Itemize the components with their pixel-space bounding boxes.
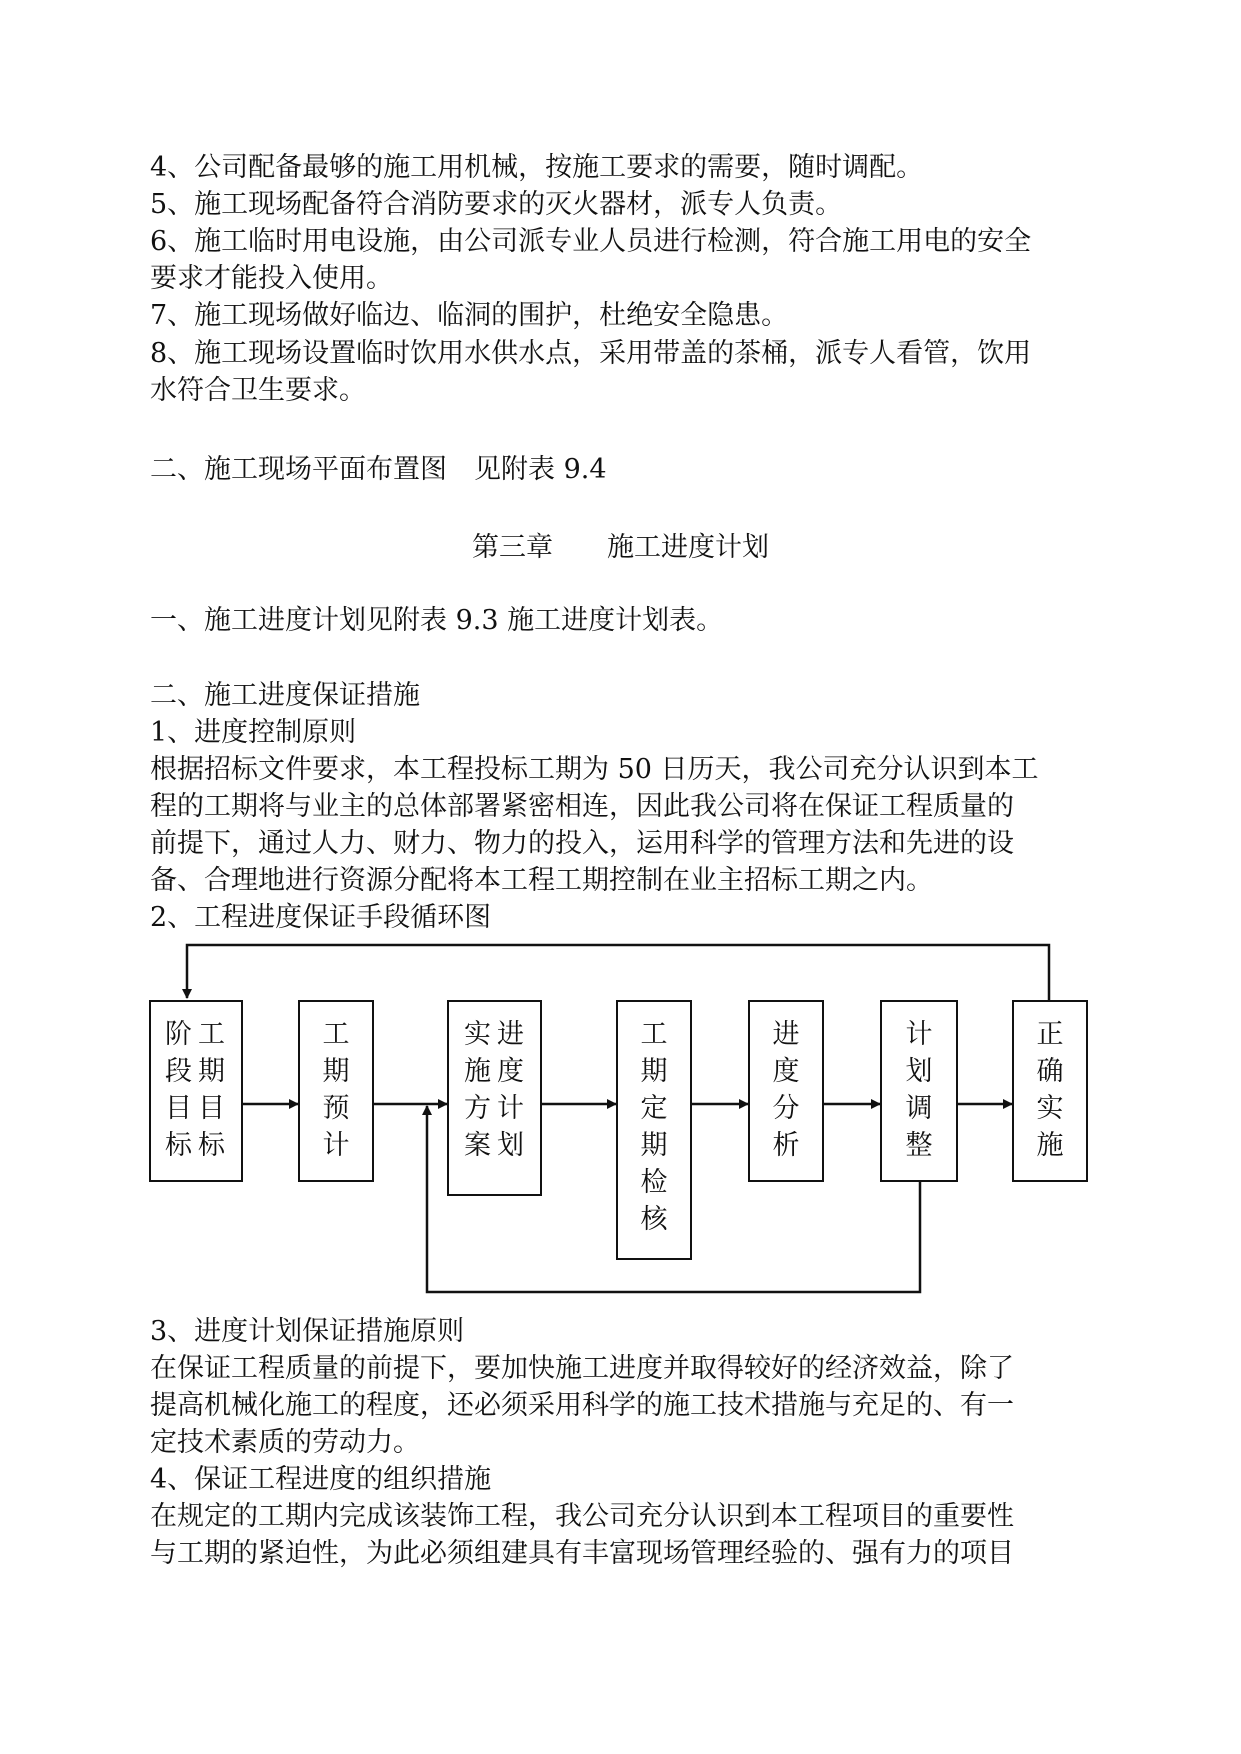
box-progress-analysis-row: 度 (772, 1056, 800, 1087)
box-stage-target (149, 1000, 243, 1182)
box-duration-estimate-row: 工 (322, 1019, 350, 1050)
box-progress-analysis-row: 进 (772, 1019, 800, 1050)
box-periodic-check-row: 定 (640, 1093, 668, 1124)
subsection-3-line1: 在保证工程质量的前提下，要加快施工进度并取得较好的经济效益，除了 (150, 1353, 1014, 1384)
box-implementation-plan-row: 案划 (464, 1130, 530, 1161)
paragraph-5: 5、施工现场配备符合消防要求的灭火器材，派专人负责。 (150, 189, 843, 220)
chapter-title: 第三章 施工进度计划 (472, 532, 769, 563)
paragraph-4: 4、公司配备最够的施工用机械，按施工要求的需要，随时调配。 (150, 152, 924, 183)
subsection-3-heading: 3、进度计划保证措施原则 (150, 1316, 465, 1347)
box-implementation-plan-row: 实进 (464, 1019, 530, 1050)
subsection-3-line2: 提高机械化施工的程度，还必须采用科学的施工技术措施与充足的、有一 (150, 1390, 1014, 1421)
box-correct-implementation-row: 确 (1036, 1056, 1064, 1087)
section-layout-heading: 二、施工现场平面布置图 见附表 9.4 (150, 454, 607, 485)
box-periodic-check-row: 期 (640, 1056, 668, 1087)
subsection-1-line4: 备、合理地进行资源分配将本工程工期控制在业主招标工期之内。 (150, 865, 933, 896)
subsection-1-heading: 1、进度控制原则 (150, 717, 357, 748)
box-plan-adjust (880, 1000, 958, 1182)
feedback-loop-top (187, 945, 1049, 1000)
box-periodic-check-row: 核 (640, 1204, 668, 1235)
box-implementation-plan (447, 1000, 542, 1196)
box-periodic-check-row: 期 (640, 1130, 668, 1161)
subsection-1-line1: 根据招标文件要求，本工程投标工期为 50 日历天，我公司充分认识到本工 (150, 754, 1039, 785)
box-duration-estimate-row: 期 (322, 1056, 350, 1087)
box-progress-analysis (748, 1000, 824, 1182)
subsection-4-heading: 4、保证工程进度的组织措施 (150, 1464, 492, 1495)
box-duration-estimate (298, 1000, 374, 1182)
box-duration-estimate-row: 计 (322, 1130, 350, 1161)
box-progress-analysis-row: 析 (772, 1130, 800, 1161)
paragraph-7: 7、施工现场做好临边、临洞的围护，杜绝安全隐患。 (150, 300, 789, 331)
section-schedule-guarantee: 二、施工进度保证措施 (150, 680, 420, 711)
paragraph-6-line1: 6、施工临时用电设施，由公司派专业人员进行检测，符合施工用电的安全 (150, 226, 1032, 257)
paragraph-8-line2: 水符合卫生要求。 (150, 375, 366, 406)
box-stage-target-row: 段期 (165, 1056, 231, 1087)
box-periodic-check-row: 工 (640, 1019, 668, 1050)
box-plan-adjust-row: 划 (905, 1056, 933, 1087)
box-implementation-plan-row: 施度 (464, 1056, 530, 1087)
box-periodic-check (616, 1000, 692, 1260)
subsection-1-line2: 程的工期将与业主的总体部署紧密相连，因此我公司将在保证工程质量的 (150, 791, 1014, 822)
box-stage-target-row: 标标 (165, 1130, 231, 1161)
box-duration-estimate-row: 预 (322, 1093, 350, 1124)
box-implementation-plan-row: 方计 (464, 1093, 530, 1124)
box-plan-adjust-row: 整 (905, 1130, 933, 1161)
box-progress-analysis-row: 分 (772, 1093, 800, 1124)
box-stage-target-row: 阶工 (165, 1019, 231, 1050)
box-plan-adjust-row: 计 (905, 1019, 933, 1050)
box-correct-implementation-row: 施 (1036, 1130, 1064, 1161)
subsection-2-heading: 2、工程进度保证手段循环图 (150, 902, 492, 933)
paragraph-6-line2: 要求才能投入使用。 (150, 263, 393, 294)
box-stage-target-row: 目目 (165, 1093, 231, 1124)
subsection-4-line2: 与工期的紧迫性，为此必须组建具有丰富现场管理经验的、强有力的项目 (150, 1538, 1014, 1569)
box-correct-implementation-row: 正 (1036, 1019, 1064, 1050)
subsection-3-line3: 定技术素质的劳动力。 (150, 1427, 420, 1458)
box-plan-adjust-row: 调 (905, 1093, 933, 1124)
box-periodic-check-row: 检 (640, 1167, 668, 1198)
section-schedule-plan: 一、施工进度计划见附表 9.3 施工进度计划表。 (150, 605, 724, 636)
paragraph-8-line1: 8、施工现场设置临时饮用水供水点，采用带盖的茶桶，派专人看管，饮用 (150, 338, 1032, 369)
subsection-4-line1: 在规定的工期内完成该装饰工程，我公司充分认识到本工程项目的重要性 (150, 1501, 1014, 1532)
box-correct-implementation-row: 实 (1036, 1093, 1064, 1124)
subsection-1-line3: 前提下，通过人力、财力、物力的投入，运用科学的管理方法和先进的设 (150, 828, 1014, 859)
box-correct-implementation (1012, 1000, 1088, 1182)
